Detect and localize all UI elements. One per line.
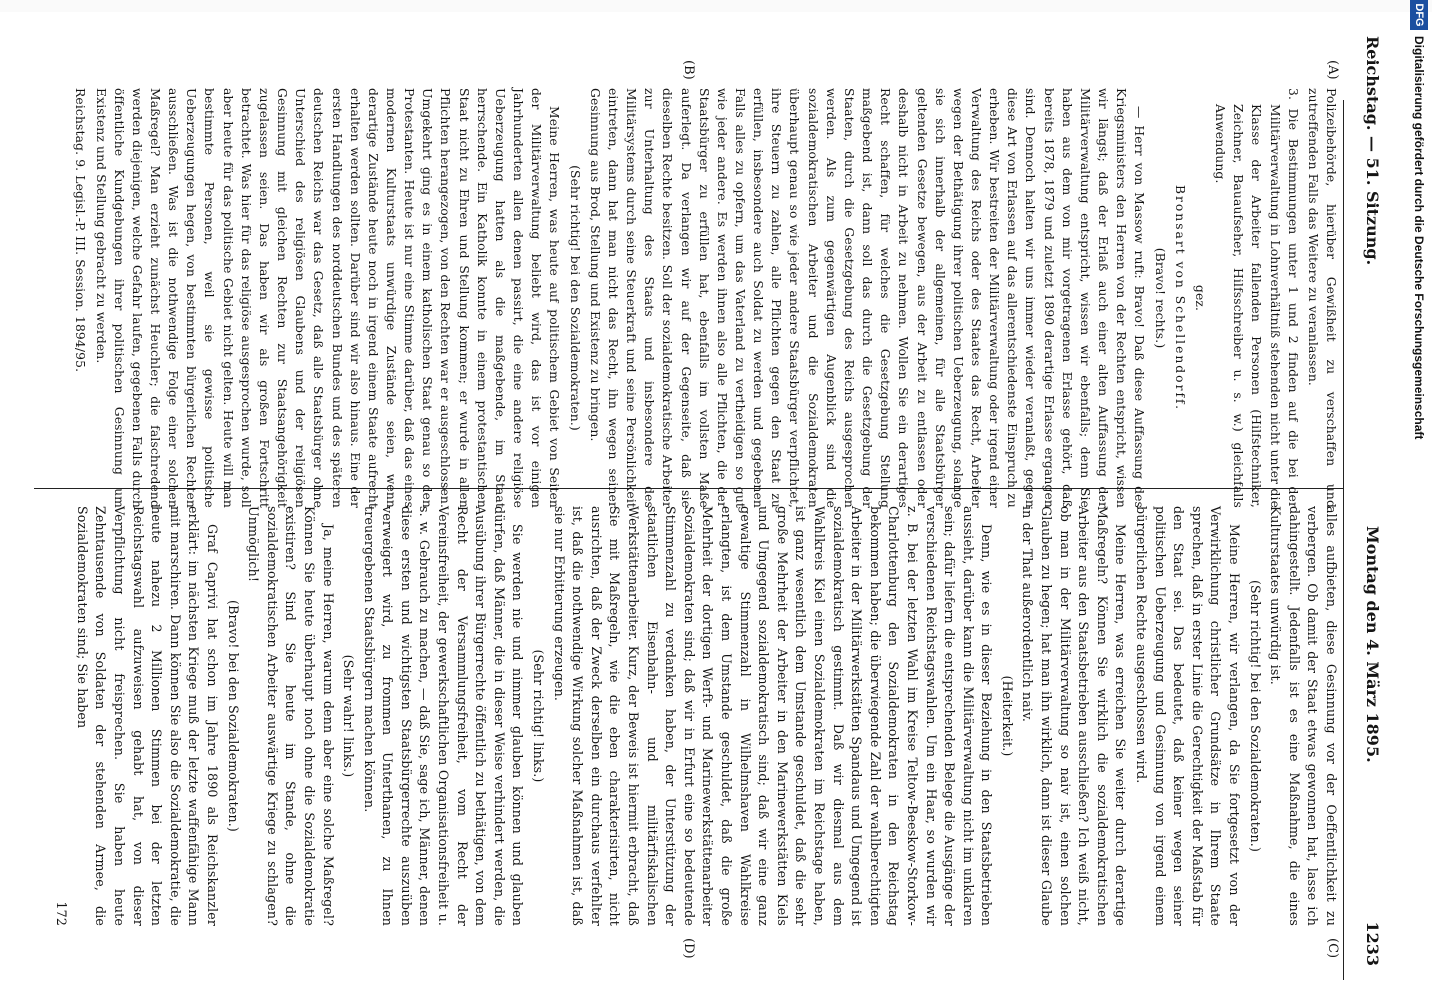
dfg-watermark [1392,0,1432,1000]
right-paragraph: alles aufbieten, diese Gesinnung vor der Oeffentlichkeit zu verbergen. Ob damit der Staat etwas gewonnen hat, lasse ich dahingestellt. Jedenfalls ist es eine Maßnahme, die eines Kulturstaates unwürdig ist. [1268,506,1339,926]
right-paragraph: Sie werden nie und nimmer glauben können und glauben dürfen, daß Männer, die in dieser Weise verhindert werden, die Ausübung ihrer Bürgerrechte öffentlich zu bethätigen, von dem Recht der Versammlungsfreiheit, vom Recht der Vereinsfreiheit, der gewerkschaftlichen Organisationsfreiheit u. s. w. Gebrauch zu machen, — daß Sie, sage ich, Männer, denen diese ersten und wichtigsten Staatsbürgerrechte auszuüben verweigert wird, zu frommen Unterthanen, zu Ihnen treuergebenen Staatsbürgern machen können. [361,506,526,926]
signature-mark: 172 [54,901,70,926]
remark: (Sehr richtig! bei den Sozialdemokraten.) [1247,579,1263,853]
margin-mark-c: (C) [1325,938,1340,959]
dfg-logo: DFG [1410,0,1428,30]
remark: (Sehr wahr! links.) [341,654,357,778]
header-rule [1343,100,1344,980]
left-footer: Reichstag. 9. Legisl.-P. III. Session. 1894/95. [73,88,88,373]
scan-edge [0,0,1432,12]
remark: (Bravo! bei den Sozialdemokraten.) [225,600,241,832]
right-paragraph: Ja, meine Herren, warum denn aber eine solche Maßregel? Können Sie heute überhaupt noch ohne die Sozialdemokratie existiren? Sind Sie heute im Stande, ohne die sozialdemokratischen Arbeiter auswärtige Kriege zu schlagen? Unmöglich! [246,506,336,926]
right-column [50,506,1340,926]
left-paragraph: 3. Die Bestimmungen unter 1 und 2 finden auf die bei der Militärverwaltung in Lohnverhältniß stehenden nicht unter die Klasse der Arbeiter fallenden Personen (Hilfstechniker, Zeichner, Bauaufseher, Hilfsschreiber u. s. w.) gleichfalls Anwendung. [1213,88,1300,508]
right-paragraph: Meine Herren, wir verlangen, da Sie fortgesetzt von der Verwirklichung christlicher Grundsätze in Ihrem Staate sprechen, daß in erster Linie die Gerechtigkeit der Maßstab für den Staat sei. Das bedeutet, daß keiner wegen seiner politischen Ueberzeugung und Gesinnung von irgend einem bürgerlichen Rechte ausgeschlossen wird. [1134,506,1243,926]
right-paragraph: Meine Herren, was erreichen Sie weiter durch derartige Maßregeln? Können Sie wirklich die sozialdemokratischen Arbeiter aus den Staatsbetrieben ausschließen? Ich weiß nicht, ob man in der Militärverwaltung so naiv ist, einen solchen Glauben zu hegen; hat man ihn wirklich, dann ist dieser Glaube in der That außerordentlich naiv. [1020,506,1129,926]
right-paragraph: Graf Caprivi hat schon im Jahre 1890 als Reichskanzler erklärt: im nächsten Kriege muß der letzte waffenfähige Mann mit marschiren. Dann können Sie also die Sozialdemokratie, die heute nahezu 2 Millionen Stimmen bei der letzten Reichstagswahl aufzuweisen gehabt hat, von dieser Verpflichtung nicht freisprechen. Sie haben heute Zehntausende von Soldaten der stehenden Armee, die Sozialdemokraten sind; Sie haben [74,506,220,926]
remark: (Sehr richtig! links.) [531,649,547,783]
left-paragraph: — Herr von Massow ruft: Bravo! Daß diese Auffassung des Kriegsministers den Herren von der Rechten entspricht, wissen wir längst; daß der Erlaß auch einer alten Auffassung der Militärverwaltung entspricht, wissen wir ebenfalls; denn Sie haben aus dem von mir vorgetragenen Erlasse gehört, daß bereits 1878, 1879 und zuletzt 1890 derartige Erlasse ergangen sind. Dennoch halten wir uns immer wieder veranlaßt, gegen diese Art von Erlassen auf das allerentschiedenste Einspruch zu erheben. Wir bestreiten der Militärverwaltung oder irgend einer Verwaltung des Reichs oder des Staates das Recht, Arbeiter wegen der Bethätigung ihrer politischen Ueberzeugung, solange sie sich innerhalb der allgemeinen, für alle Staatsbürger geltenden Gesetze bewegen, aus der Arbeit zu entlassen oder deshalb nicht in Arbeit zu nehmen. Wollen Sie ein derartiges Recht schaffen, für welches die Gesetzgebung Stellung maßgebend ist, dann soll das durch die Gesetzgebung der Staaten, durch die Gesetzgebung des Reichs ausgesprochen werden. Als zum gegenwärtigen Augenblick sind die sozialdemokratischen Arbeiter und die Sozialdemokraten überhaupt genau so wie jeder andere Staatsbürger verpflichtet, ihre Steuern zu zahlen, alle Pflichten gegen den Staat zu erfüllen, insbesondere auch Soldat zu werden und gegebenen Falls alles zu opfern, um das Vaterland zu vertheidigen so gut wie jeder andere. Es werden ihnen also alle Pflichten, die der Staatsbürger zu erfüllen hat, ebenfalls im vollsten Maße auferlegt. Da verlangen wir auf der Gegenseite, daß sie dieselben Rechte besitzen. Soll der sozialdemokratische Arbeiter zur Unterhaltung des Staats und insbesondere des Militärsystems durch seine Steuerkraft und seine Persönlichkeit eintreten, dann hat man nicht das Recht, ihn wegen seiner Gesinnung aus Brod, Stellung und Existenz zu bringen. [587,88,1147,508]
dfg-credit-text: Digitalisierung gefördert durch die Deutsche Forschungsgemeinschaft [1412,36,1426,440]
left-paragraph: Polizeibehörde, hierüber Gewißheit zu verschaffen und zutreffenden Falls das Weitere zu veranlassen. [1305,88,1338,508]
remark: (Bravo! rechts.) [1152,247,1167,349]
signature-abbrev: gez. [1192,284,1207,312]
remark: (Heiterkeit.) [999,675,1015,757]
right-paragraph: Denn, wie es in dieser Beziehung in den Staatsbetrieben aussieht, darüber kann die Militärverwaltung nicht im unklaren sein; dafür liefern die entsprechenden Belege die Ausgänge der verschiedenen Reichstagswahlen. Um ein Haar, so wurden wir z. B. bei der letzten Wahl im Kreise Teltow-Beeskow-Storkow-Charlottenburg den Sozialdemokraten in den Reichstag bekommen haben; die überwiegende Zahl der wahlberechtigten Arbeiter in der Militärwerkstätten Spandaus und Umgegend ist sozialdemokratisch gestimmt. Daß wir diesmal aus dem Wahlkreis Kiel einen Sozialdemokraten im Reichstage haben, ist ganz wesentlich dem Umstande geschuldet, daß die sehr große Mehrheit der Arbeiter in den Marinewerkstätten Kiels und Umgegend sozialdemokratisch sind; daß wir eine ganz gewaltige Stimmenzahl in Wilhelmshaven Wahlkreise erlangten, ist dem Umstande geschuldet, daß die große Mehrheit der dortigen Werft- und Marinewerkstättenarbeiter Sozialdemokraten sind; daß wir in Erfurt eine so bedeutende Stimmenzahl zu verdanken haben, der Unterstützung der staatlichen Eisenbahn- und militärfiskalischen Werkstättenarbeiter. Kurz, der Beweis ist hiermit erbracht, daß Sie mit Maßregeln, wie die eben charakterisirten, nicht ausrichten, daß der Zweck derselben ein durchaus verfehlter ist, daß die nothwendige Wirkung solcher Maßnahmen ist, daß sie nur Erbitterung erzeugen. [551,506,995,926]
left-paragraph: Meine Herren, was heute auf politischem Gebiet von Seiten der Militärverwaltung beliebt wird, das ist vor einigen Jahrhunderten allen denen passirt, die eine andere religiöse Ueberzeugung hatten als die maßgebende, im Staat herrschende. Ein Katholik konnte in einem protestantischen Staat nicht zu Ehren und Stellung kommen; er wurde in allen Pflichten herangezogen, von den Rechten war er ausgeschlossen. Umgekehrt ging es in einem katholischen Staat genau so den Protestanten. Heute ist nur eine Stimme darüber, daß das eines modernen Kulturstaats unwürdige Zustände seien, wenn derartige Zustände heute noch in irgend einem Staate aufrecht erhalten werden sollten. Darüber sind wir also hinaus. Eine der ersten Handlungen des norddeutschen Bundes und des späteren deutschen Reichs war das Gesetz, daß alle Staatsbürger ohne Unterschied des religiösen Glaubens und der religiösen Gesinnung mit gleichen Rechten zur Staatsangehörigkeit zugelassen seien. Das haben wir als großen Fortschritt betrachtet. Was hier für das religiöse ausgesprochen wurde, soll aber heute für das politische Gebiet nicht gelten. Heute will man bestimmte Personen, weil sie gewisse politische Ueberzeugungen hegen, von bestimmten bürgerlichen Rechten ausschließen. Was ist die nothwendige Folge einer solchen Maßregel? Man erzieht zunächst Heuchler; die falschredend werden diejenigen, welche Gefahr laufen, gegebenen Falls durch öffentliche Kundgebungen ihrer politischen Gesinnung um Existenz und Stellung gebracht zu werden. [93,88,562,508]
left-column [69,88,1340,508]
remark: (Sehr richtig! bei den Sozialdemokraten.) [567,165,582,431]
page-header [1358,36,1382,966]
margin-mark-b: (B) [681,60,696,80]
header-page-number: 1233 [1363,921,1382,966]
header-session: Reichstag. — 51. Sitzung. [1363,36,1382,266]
header-date: Montag den 4. März 1895. [1363,526,1382,763]
signature-name: Bronsart von Schellendorff. [1172,184,1187,412]
margin-mark-a: (A) [1325,60,1340,80]
margin-mark-d: (D) [681,938,696,959]
